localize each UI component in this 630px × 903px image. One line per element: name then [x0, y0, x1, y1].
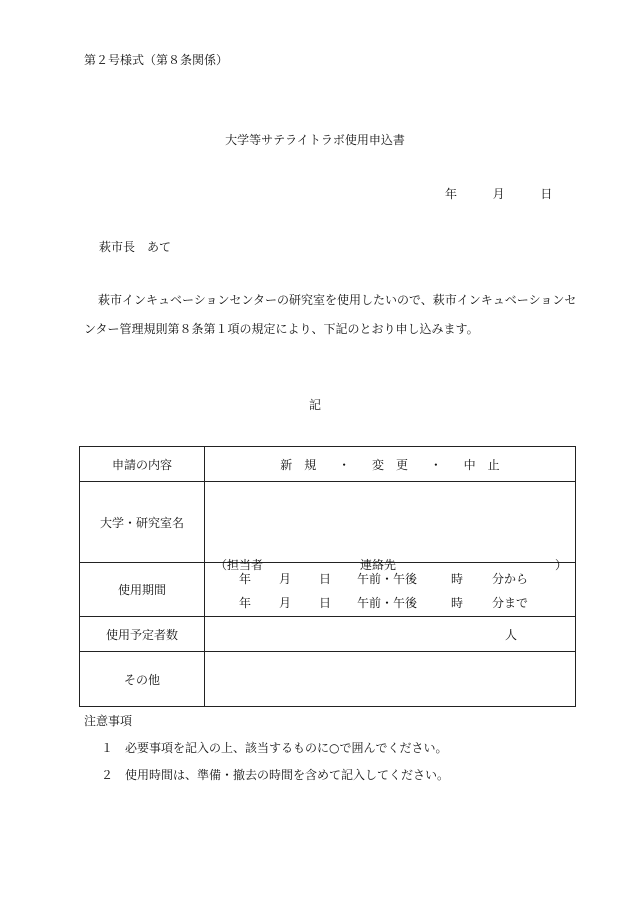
- university-field[interactable]: [205, 482, 576, 572]
- date-line: [445, 186, 552, 202]
- option-new[interactable]: 新 規: [280, 457, 317, 472]
- end-month: 月: [279, 596, 292, 610]
- notes-title: 注意事項: [84, 714, 133, 728]
- ki-heading: 記: [308, 398, 321, 412]
- table-row: [80, 563, 576, 617]
- start-year: 年: [239, 572, 252, 586]
- other-label: その他: [80, 652, 205, 707]
- contact-person-label: 担当者: [227, 558, 264, 572]
- end-hour: 時: [451, 596, 464, 610]
- count-label: 使用予定者数: [80, 617, 205, 652]
- content-options[interactable]: [205, 447, 576, 482]
- table-row: [80, 447, 576, 482]
- start-ampm: 午前・午後: [357, 572, 418, 586]
- addressee: 萩市長 あて: [99, 240, 172, 254]
- paren-close: ）: [554, 558, 567, 572]
- note-item: [101, 767, 449, 783]
- document-title: 大学等サテライトラボ使用申込書: [225, 133, 405, 147]
- start-hour: 時: [451, 572, 464, 586]
- table-row: [80, 652, 576, 707]
- other-field[interactable]: [205, 652, 576, 707]
- option-change[interactable]: 変 更: [371, 457, 408, 472]
- note-number: ２: [101, 768, 114, 782]
- end-ampm: 午前・午後: [357, 596, 418, 610]
- option-separator: ・: [338, 457, 351, 472]
- start-minute: 分から: [492, 572, 529, 586]
- start-month: 月: [279, 572, 292, 586]
- note-item: [101, 740, 447, 756]
- contact-info-label: 連絡先: [360, 558, 397, 572]
- note-text: 必要事項を記入の上、該当するものに○で囲んでください。: [125, 741, 448, 755]
- period-start-line: [205, 570, 575, 586]
- end-minute: 分まで: [492, 596, 529, 610]
- count-field[interactable]: [205, 617, 576, 652]
- option-cancel[interactable]: 中 止: [463, 457, 500, 472]
- period-end-line: [205, 594, 575, 610]
- period-field[interactable]: [205, 563, 576, 617]
- university-label: 大学・研究室名: [80, 482, 205, 563]
- date-year-label: 年: [445, 187, 458, 201]
- note-text: 使用時間は、準備・撤去の時間を含めて記入してください。: [125, 768, 450, 782]
- end-day: 日: [319, 596, 332, 610]
- table-row: [80, 482, 576, 563]
- table-row: [80, 617, 576, 652]
- content-label: 申請の内容: [80, 447, 205, 482]
- end-year: 年: [239, 596, 252, 610]
- body-text: 萩市インキュベーションセンターの研究室を使用したいので、萩市インキュベーションセンター管理規則第８条第１項の規定により、下記のとおり申し込みます。: [84, 293, 577, 336]
- note-number: １: [101, 741, 114, 755]
- paren-open: （: [215, 558, 228, 572]
- date-month-label: 月: [492, 187, 505, 201]
- form-number: 第２号様式（第８条関係）: [84, 53, 229, 67]
- start-day: 日: [319, 572, 332, 586]
- count-unit: 人: [505, 628, 518, 642]
- period-label: 使用期間: [80, 563, 205, 617]
- application-table: [79, 446, 576, 707]
- date-day-label: 日: [540, 187, 553, 201]
- option-separator: ・: [429, 457, 442, 472]
